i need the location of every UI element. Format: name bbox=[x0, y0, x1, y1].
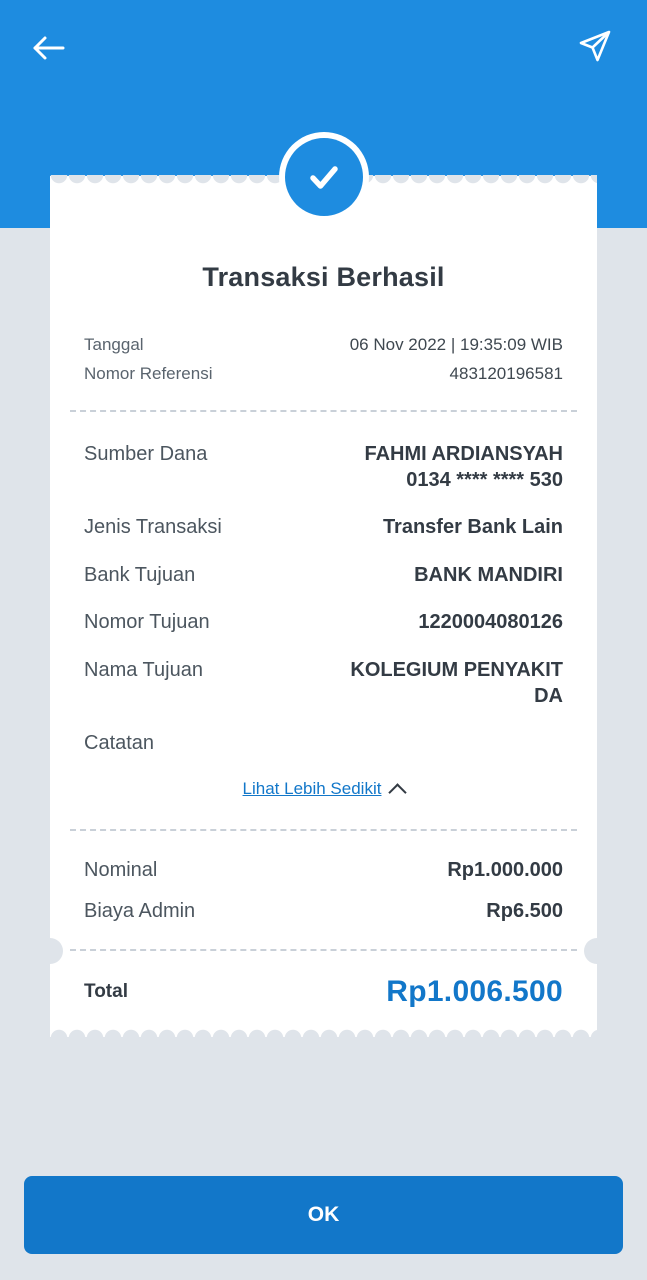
chevron-up-icon bbox=[389, 783, 407, 801]
back-icon[interactable] bbox=[26, 26, 70, 70]
receipt-bottom-edge bbox=[50, 1024, 597, 1038]
amount-value: Rp6.500 bbox=[486, 900, 563, 923]
detail-label: Catatan bbox=[84, 732, 155, 755]
detail-label: Nama Tujuan bbox=[84, 658, 203, 681]
page-title: Transaksi Berhasil bbox=[202, 262, 445, 292]
total-value: Rp1.006.500 bbox=[386, 975, 563, 1009]
meta-label: Nomor Referensi bbox=[84, 364, 213, 383]
total-label: Total bbox=[84, 981, 128, 1003]
detail-value: BANK MANDIRI bbox=[414, 563, 563, 586]
detail-row bbox=[84, 563, 563, 589]
detail-label: Bank Tujuan bbox=[84, 563, 196, 586]
detail-row bbox=[84, 658, 563, 709]
meta-row bbox=[84, 335, 563, 355]
detail-value-main: KOLEGIUM PENYAKIT bbox=[350, 658, 563, 681]
detail-value-main: FAHMI ARDIANSYAH bbox=[364, 443, 563, 465]
detail-label: Nomor Tujuan bbox=[84, 611, 210, 634]
receipt-card bbox=[50, 176, 597, 1037]
detail-value bbox=[203, 658, 563, 709]
toggle-details-button[interactable] bbox=[243, 779, 405, 799]
detail-row bbox=[84, 442, 563, 493]
detail-row bbox=[84, 515, 563, 541]
detail-row bbox=[84, 610, 563, 636]
share-send-icon[interactable] bbox=[573, 24, 617, 68]
amount-label: Biaya Admin bbox=[84, 900, 196, 923]
receipt-amounts bbox=[50, 831, 597, 923]
detail-value: Transfer Bank Lain bbox=[382, 516, 563, 539]
check-circle-icon bbox=[285, 138, 363, 216]
detail-value bbox=[207, 442, 563, 493]
meta-value: 06 Nov 2022 | 19:35:09 WIB bbox=[349, 335, 563, 354]
toggle-details-label: Lihat Lebih Sedikit bbox=[242, 779, 382, 799]
detail-value: 1220004080126 bbox=[418, 611, 563, 634]
detail-label: Jenis Transaksi bbox=[84, 516, 222, 539]
ok-button[interactable]: OK bbox=[24, 1176, 623, 1254]
meta-label: Tanggal bbox=[84, 335, 144, 354]
receipt-meta bbox=[50, 293, 597, 384]
detail-value-sub: 0134 **** **** 530 bbox=[406, 468, 563, 491]
detail-label: Sumber Dana bbox=[84, 443, 208, 465]
meta-row bbox=[84, 364, 563, 384]
amount-row bbox=[84, 859, 563, 882]
amount-row bbox=[84, 900, 563, 923]
amount-value: Rp1.000.000 bbox=[447, 859, 563, 882]
receipt-details bbox=[50, 412, 597, 755]
success-badge bbox=[279, 132, 369, 222]
meta-value: 483120196581 bbox=[449, 364, 563, 383]
toggle-details-wrap bbox=[50, 761, 597, 803]
detail-value-sub: DA bbox=[534, 684, 563, 707]
amount-label: Nominal bbox=[84, 859, 158, 882]
detail-row bbox=[84, 731, 563, 755]
total-section bbox=[50, 951, 597, 1025]
divider bbox=[70, 949, 577, 951]
